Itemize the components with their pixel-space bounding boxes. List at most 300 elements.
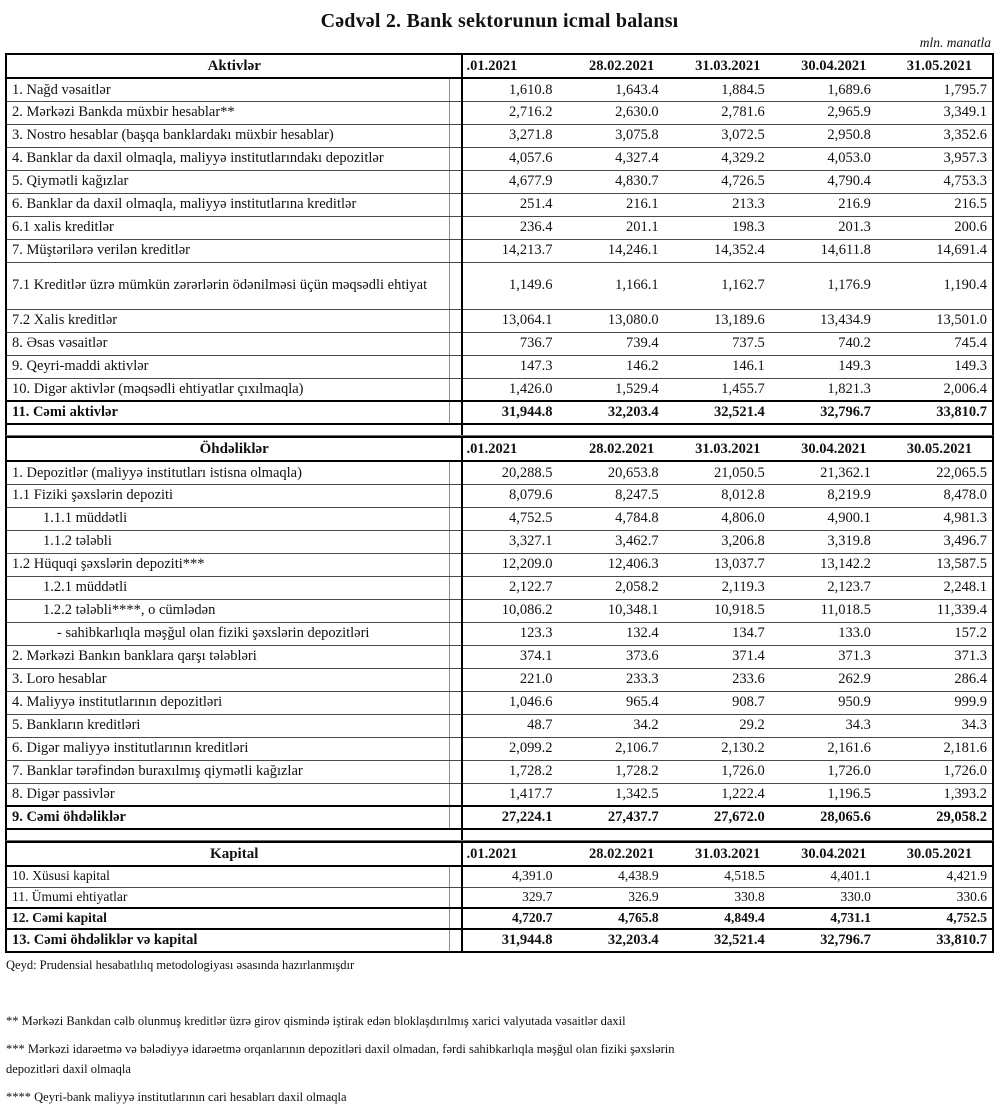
table-row	[6, 355, 993, 378]
section-header-label: Öhdəliklər	[6, 437, 462, 461]
row-value: 221.0	[462, 668, 568, 691]
row-value: 146.1	[675, 355, 781, 378]
row-value: 374.1	[462, 645, 568, 668]
row-value: 201.1	[569, 216, 675, 239]
page-title: Cədvəl 2. Bank sektorunun icmal balansı	[320, 10, 679, 32]
row-value: 200.6	[887, 216, 993, 239]
row-value: 32,796.7	[781, 929, 887, 952]
row-label: 6. Digər maliyyə institutlarının kreditləri	[6, 737, 449, 760]
row-value: 2,248.1	[887, 576, 993, 599]
row-gutter	[449, 530, 462, 553]
table-row	[6, 908, 993, 929]
row-value: 34.3	[887, 714, 993, 737]
row-gutter	[449, 170, 462, 193]
row-value: 32,203.4	[569, 929, 675, 952]
row-value: 3,075.8	[569, 124, 675, 147]
row-value: 2,181.6	[887, 737, 993, 760]
table-row	[6, 622, 993, 645]
column-header-date: .01.2021	[462, 437, 568, 461]
column-header-date: 30.05.2021	[887, 842, 993, 866]
row-value: 1,162.7	[675, 262, 781, 309]
row-label: 11. Ümumi ehtiyatlar	[6, 887, 449, 908]
row-value: 20,653.8	[569, 461, 675, 484]
row-value: 2,119.3	[675, 576, 781, 599]
row-gutter	[449, 760, 462, 783]
row-value: 11,018.5	[781, 599, 887, 622]
row-value: 236.4	[462, 216, 568, 239]
footnote-double-star: ** Mərkəzi Bankdan cəlb olunmuş kreditlər üzrə girov qismində iştirak edən bloklaşdırılmış xarici valyutada vəsaitlər daxil	[6, 1014, 626, 1028]
row-label: 9. Cəmi öhdəliklər	[6, 806, 449, 829]
row-value: 13,080.0	[569, 309, 675, 332]
column-header-date: 31.03.2021	[675, 842, 781, 866]
table-row	[6, 691, 993, 714]
row-value: 1,196.5	[781, 783, 887, 806]
section-spacer	[5, 425, 994, 436]
column-header-date: .01.2021	[462, 842, 568, 866]
footnotes	[6, 1011, 706, 1107]
row-value: 123.3	[462, 622, 568, 645]
row-value: 1,222.4	[675, 783, 781, 806]
row-value: 33,810.7	[887, 401, 993, 424]
row-gutter	[449, 691, 462, 714]
row-value: 1,529.4	[569, 378, 675, 401]
table-row	[6, 78, 993, 101]
row-value: 2,123.7	[781, 576, 887, 599]
row-value: 3,496.7	[887, 530, 993, 553]
row-gutter	[449, 193, 462, 216]
table-row	[6, 193, 993, 216]
row-value: 2,006.4	[887, 378, 993, 401]
row-label: 1.1.1 müddətli	[6, 507, 449, 530]
row-value: 8,219.9	[781, 484, 887, 507]
spacer-divider-line	[461, 425, 463, 435]
row-value: 233.3	[569, 668, 675, 691]
row-value: 3,327.1	[462, 530, 568, 553]
row-gutter	[449, 355, 462, 378]
row-label: 10. Digər aktivlər (məqsədli ehtiyatlar çıxılmaqla)	[6, 378, 449, 401]
row-value: 14,611.8	[781, 239, 887, 262]
row-value: 1,643.4	[569, 78, 675, 101]
row-value: 3,271.8	[462, 124, 568, 147]
row-value: 1,417.7	[462, 783, 568, 806]
row-value: 12,209.0	[462, 553, 568, 576]
row-value: 4,900.1	[781, 507, 887, 530]
row-label: 1.2.2 tələbli****, o cümlədən	[6, 599, 449, 622]
row-gutter	[449, 645, 462, 668]
row-value: 1,426.0	[462, 378, 568, 401]
row-value: 4,327.4	[569, 147, 675, 170]
table-row	[6, 668, 993, 691]
row-value: 4,753.3	[887, 170, 993, 193]
table-row	[6, 599, 993, 622]
table-row	[6, 239, 993, 262]
row-value: 950.9	[781, 691, 887, 714]
column-header-date: 30.05.2021	[887, 437, 993, 461]
row-value: 10,348.1	[569, 599, 675, 622]
row-value: 2,058.2	[569, 576, 675, 599]
row-value: 21,362.1	[781, 461, 887, 484]
row-label: 6. Banklar da daxil olmaqla, maliyyə institutlarına kreditlər	[6, 193, 449, 216]
row-value: 27,437.7	[569, 806, 675, 829]
header-row-aktivler	[6, 54, 993, 78]
column-header-date: 30.04.2021	[781, 842, 887, 866]
row-value: 33,810.7	[887, 929, 993, 952]
row-value: 739.4	[569, 332, 675, 355]
row-value: 31,944.8	[462, 929, 568, 952]
row-label: 3. Loro hesablar	[6, 668, 449, 691]
row-value: 1,726.0	[675, 760, 781, 783]
row-label: 9. Qeyri-maddi aktivlər	[6, 355, 449, 378]
row-value: 4,784.8	[569, 507, 675, 530]
unit-label: mln. manatla	[919, 35, 991, 50]
row-value: 1,455.7	[675, 378, 781, 401]
table-row	[6, 929, 993, 952]
balance-table-kapital	[5, 841, 994, 953]
row-value: 2,630.0	[569, 101, 675, 124]
row-gutter	[449, 378, 462, 401]
column-header-date: .01.2021	[462, 54, 568, 78]
table-row	[6, 714, 993, 737]
row-value: 1,190.4	[887, 262, 993, 309]
row-value: 262.9	[781, 668, 887, 691]
row-value: 4,421.9	[887, 866, 993, 887]
row-label: 7. Banklar tərəfindən buraxılmış qiymətli kağızlar	[6, 760, 449, 783]
row-value: 4,981.3	[887, 507, 993, 530]
row-value: 8,247.5	[569, 484, 675, 507]
row-value: 330.0	[781, 887, 887, 908]
row-gutter	[449, 806, 462, 829]
table-row	[6, 887, 993, 908]
row-value: 1,610.8	[462, 78, 568, 101]
row-value: 216.5	[887, 193, 993, 216]
row-value: 146.2	[569, 355, 675, 378]
row-value: 371.3	[887, 645, 993, 668]
table-row	[6, 866, 993, 887]
row-value: 32,796.7	[781, 401, 887, 424]
row-value: 2,122.7	[462, 576, 568, 599]
row-value: 201.3	[781, 216, 887, 239]
row-value: 4,677.9	[462, 170, 568, 193]
row-value: 34.2	[569, 714, 675, 737]
footnote-quad-star: **** Qeyri-bank maliyyə institutlarının cari hesabları daxil olmaqla	[6, 1090, 347, 1104]
row-value: 2,965.9	[781, 101, 887, 124]
row-value: 251.4	[462, 193, 568, 216]
table-row	[6, 461, 993, 484]
row-value: 1,728.2	[569, 760, 675, 783]
column-header-date: 31.05.2021	[887, 54, 993, 78]
row-gutter	[449, 887, 462, 908]
row-gutter	[449, 101, 462, 124]
methodology-note: Qeyd: Prudensial hesabatlılıq metodologiyası əsasında hazırlanmışdır	[6, 958, 355, 972]
row-gutter	[449, 866, 462, 887]
row-value: 371.3	[781, 645, 887, 668]
row-value: 32,521.4	[675, 401, 781, 424]
row-value: 198.3	[675, 216, 781, 239]
table-row	[6, 806, 993, 829]
row-value: 4,518.5	[675, 866, 781, 887]
row-value: 10,086.2	[462, 599, 568, 622]
table-row	[6, 101, 993, 124]
row-value: 157.2	[887, 622, 993, 645]
row-value: 965.4	[569, 691, 675, 714]
row-value: 1,342.5	[569, 783, 675, 806]
row-gutter	[449, 216, 462, 239]
row-value: 4,731.1	[781, 908, 887, 929]
row-label: 5. Bankların kreditləri	[6, 714, 449, 737]
row-gutter	[449, 401, 462, 424]
table-row	[6, 576, 993, 599]
table-row	[6, 378, 993, 401]
row-value: 1,795.7	[887, 78, 993, 101]
row-value: 908.7	[675, 691, 781, 714]
row-label: 4. Banklar da daxil olmaqla, maliyyə institutlarındakı depozitlər	[6, 147, 449, 170]
row-gutter	[449, 622, 462, 645]
row-gutter	[449, 553, 462, 576]
row-value: 29,058.2	[887, 806, 993, 829]
table-row	[6, 170, 993, 193]
row-value: 3,352.6	[887, 124, 993, 147]
row-value: 2,950.8	[781, 124, 887, 147]
row-value: 740.2	[781, 332, 887, 355]
row-value: 13,434.9	[781, 309, 887, 332]
row-value: 329.7	[462, 887, 568, 908]
table-row	[6, 484, 993, 507]
row-value: 13,189.6	[675, 309, 781, 332]
tables	[5, 53, 994, 953]
row-label: 13. Cəmi öhdəliklər və kapital	[6, 929, 449, 952]
balance-table-aktivler	[5, 53, 994, 425]
row-value: 48.7	[462, 714, 568, 737]
row-value: 326.9	[569, 887, 675, 908]
row-value: 3,349.1	[887, 101, 993, 124]
row-value: 3,957.3	[887, 147, 993, 170]
table-row	[6, 530, 993, 553]
table-row	[6, 553, 993, 576]
row-value: 133.0	[781, 622, 887, 645]
row-value: 32,203.4	[569, 401, 675, 424]
row-label: 10. Xüsusi kapital	[6, 866, 449, 887]
row-value: 20,288.5	[462, 461, 568, 484]
row-label: 1.2 Hüquqi şəxslərin depoziti***	[6, 553, 449, 576]
row-value: 13,587.5	[887, 553, 993, 576]
row-value: 27,672.0	[675, 806, 781, 829]
row-value: 4,401.1	[781, 866, 887, 887]
row-value: 373.6	[569, 645, 675, 668]
row-label: 7.2 Xalis kreditlər	[6, 309, 449, 332]
row-gutter	[449, 783, 462, 806]
row-value: 8,079.6	[462, 484, 568, 507]
row-label: 2. Mərkəzi Bankın banklara qarşı tələbləri	[6, 645, 449, 668]
row-value: 3,319.8	[781, 530, 887, 553]
row-value: 14,213.7	[462, 239, 568, 262]
row-gutter	[449, 461, 462, 484]
row-label: 6.1 xalis kreditlər	[6, 216, 449, 239]
table-row	[6, 332, 993, 355]
row-value: 4,790.4	[781, 170, 887, 193]
row-label: 7. Müştərilərə verilən kreditlər	[6, 239, 449, 262]
section-spacer	[5, 830, 994, 841]
row-value: 1,689.6	[781, 78, 887, 101]
row-value: 745.4	[887, 332, 993, 355]
row-label: 1.1.2 tələbli	[6, 530, 449, 553]
row-gutter	[449, 484, 462, 507]
row-label: 1. Nağd vəsaitlər	[6, 78, 449, 101]
row-value: 1,176.9	[781, 262, 887, 309]
row-value: 11,339.4	[887, 599, 993, 622]
row-label: 1.2.1 müddətli	[6, 576, 449, 599]
row-value: 4,053.0	[781, 147, 887, 170]
row-gutter	[449, 309, 462, 332]
row-gutter	[449, 929, 462, 952]
row-value: 2,099.2	[462, 737, 568, 760]
row-value: 4,720.7	[462, 908, 568, 929]
row-value: 29.2	[675, 714, 781, 737]
row-value: 132.4	[569, 622, 675, 645]
table-row	[6, 147, 993, 170]
row-value: 3,462.7	[569, 530, 675, 553]
row-value: 32,521.4	[675, 929, 781, 952]
row-value: 371.4	[675, 645, 781, 668]
row-label: 1. Depozitlər (maliyyə institutları istisna olmaqla)	[6, 461, 449, 484]
row-value: 286.4	[887, 668, 993, 691]
row-value: 4,438.9	[569, 866, 675, 887]
row-value: 13,037.7	[675, 553, 781, 576]
row-label: 8. Digər passivlər	[6, 783, 449, 806]
row-label: 4. Maliyyə institutlarının depozitləri	[6, 691, 449, 714]
column-header-date: 28.02.2021	[569, 437, 675, 461]
row-value: 14,691.4	[887, 239, 993, 262]
row-value: 22,065.5	[887, 461, 993, 484]
row-value: 4,752.5	[462, 507, 568, 530]
row-value: 1,821.3	[781, 378, 887, 401]
row-label: 2. Mərkəzi Bankda müxbir hesablar**	[6, 101, 449, 124]
row-value: 14,246.1	[569, 239, 675, 262]
row-value: 4,765.8	[569, 908, 675, 929]
row-label: 5. Qiymətli kağızlar	[6, 170, 449, 193]
table-row	[6, 262, 993, 309]
spacer-divider-line	[461, 830, 463, 840]
row-label: 12. Cəmi kapital	[6, 908, 449, 929]
row-label: 7.1 Kreditlər üzrə mümkün zərərlərin ödənilməsi üçün məqsədli ehtiyat	[6, 262, 449, 309]
row-label: 8. Əsas vəsaitlər	[6, 332, 449, 355]
row-value: 1,166.1	[569, 262, 675, 309]
row-value: 34.3	[781, 714, 887, 737]
row-value: 216.9	[781, 193, 887, 216]
row-gutter	[449, 908, 462, 929]
row-value: 12,406.3	[569, 553, 675, 576]
row-value: 2,130.2	[675, 737, 781, 760]
table-row	[6, 507, 993, 530]
row-value: 2,161.6	[781, 737, 887, 760]
column-header-date: 30.04.2021	[781, 437, 887, 461]
table-row	[6, 737, 993, 760]
row-value: 8,012.8	[675, 484, 781, 507]
row-value: 1,046.6	[462, 691, 568, 714]
row-gutter	[449, 239, 462, 262]
row-gutter	[449, 714, 462, 737]
row-value: 3,206.8	[675, 530, 781, 553]
balance-table-ohdelikler	[5, 436, 994, 830]
row-gutter	[449, 737, 462, 760]
row-value: 4,806.0	[675, 507, 781, 530]
row-value: 2,781.6	[675, 101, 781, 124]
table-row	[6, 401, 993, 424]
row-gutter	[449, 507, 462, 530]
row-value: 4,752.5	[887, 908, 993, 929]
section-header-label: Kapital	[6, 842, 462, 866]
table-row	[6, 783, 993, 806]
row-value: 1,149.6	[462, 262, 568, 309]
section-header-label: Aktivlər	[6, 54, 462, 78]
row-value: 330.6	[887, 887, 993, 908]
row-gutter	[449, 576, 462, 599]
row-value: 3,072.5	[675, 124, 781, 147]
row-gutter	[449, 262, 462, 309]
column-header-date: 28.02.2021	[569, 842, 675, 866]
row-label: - sahibkarlıqla məşğul olan fiziki şəxslərin depozitləri	[6, 622, 449, 645]
column-header-date: 30.04.2021	[781, 54, 887, 78]
row-value: 13,142.2	[781, 553, 887, 576]
column-header-date: 31.03.2021	[675, 437, 781, 461]
row-value: 4,329.2	[675, 147, 781, 170]
row-value: 737.5	[675, 332, 781, 355]
footnote-triple-star: *** Mərkəzi idarəetmə və bələdiyyə idarəetmə orqanlarının depozitləri daxil olmadan, fərdi sahibkarlıqla məşğul olan fiziki şəxslərin depozitləri daxil olmaqla	[6, 1042, 675, 1076]
row-value: 13,064.1	[462, 309, 568, 332]
row-gutter	[449, 78, 462, 101]
table-row	[6, 760, 993, 783]
header-row-kapital	[6, 842, 993, 866]
table-row	[6, 216, 993, 239]
table-row	[6, 124, 993, 147]
row-value: 31,944.8	[462, 401, 568, 424]
row-value: 14,352.4	[675, 239, 781, 262]
row-value: 1,393.2	[887, 783, 993, 806]
column-header-date: 28.02.2021	[569, 54, 675, 78]
table-row	[6, 645, 993, 668]
row-value: 233.6	[675, 668, 781, 691]
row-value: 8,478.0	[887, 484, 993, 507]
row-value: 4,391.0	[462, 866, 568, 887]
row-value: 1,884.5	[675, 78, 781, 101]
row-value: 2,106.7	[569, 737, 675, 760]
row-value: 4,830.7	[569, 170, 675, 193]
row-value: 27,224.1	[462, 806, 568, 829]
row-value: 1,726.0	[781, 760, 887, 783]
row-gutter	[449, 147, 462, 170]
row-value: 149.3	[887, 355, 993, 378]
row-gutter	[449, 599, 462, 622]
row-value: 149.3	[781, 355, 887, 378]
row-gutter	[449, 124, 462, 147]
row-value: 999.9	[887, 691, 993, 714]
row-value: 10,918.5	[675, 599, 781, 622]
row-value: 1,728.2	[462, 760, 568, 783]
row-value: 4,849.4	[675, 908, 781, 929]
row-value: 736.7	[462, 332, 568, 355]
row-value: 4,057.6	[462, 147, 568, 170]
row-value: 4,726.5	[675, 170, 781, 193]
row-gutter	[449, 668, 462, 691]
row-value: 13,501.0	[887, 309, 993, 332]
table-row	[6, 309, 993, 332]
row-value: 216.1	[569, 193, 675, 216]
row-label: 1.1 Fiziki şəxslərin depoziti	[6, 484, 449, 507]
row-value: 28,065.6	[781, 806, 887, 829]
column-header-date: 31.03.2021	[675, 54, 781, 78]
row-label: 3. Nostro hesablar (başqa banklardakı müxbir hesablar)	[6, 124, 449, 147]
row-value: 2,716.2	[462, 101, 568, 124]
row-value: 330.8	[675, 887, 781, 908]
